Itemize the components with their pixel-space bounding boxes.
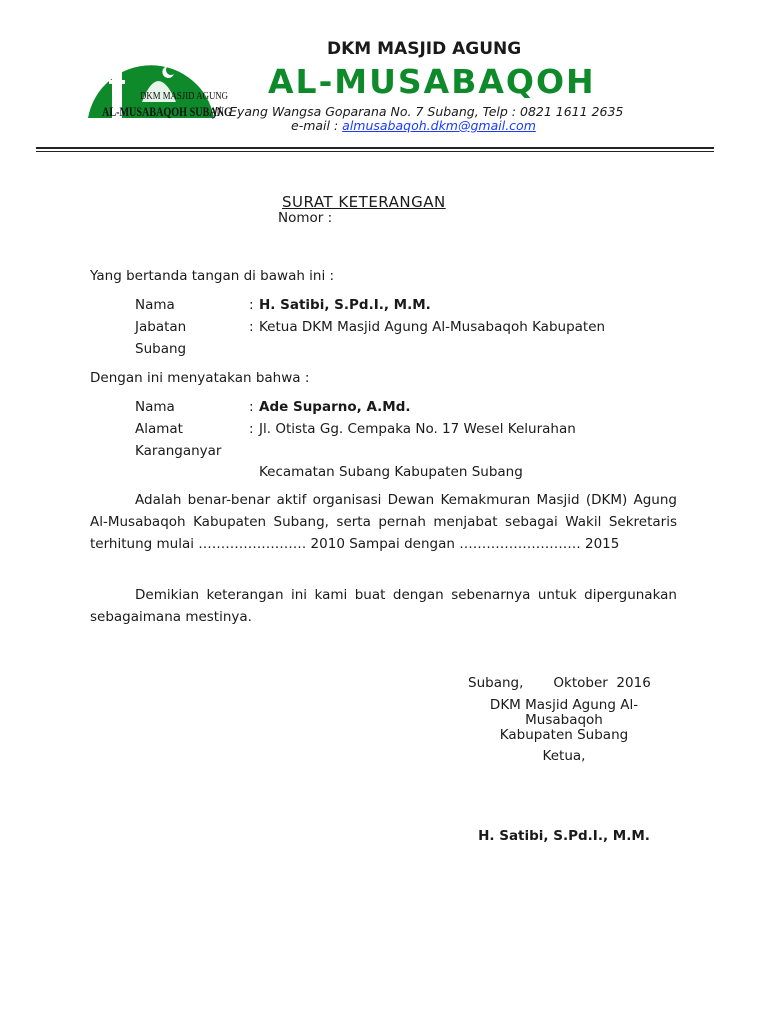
signer-position-value: Ketua DKM Masjid Agung Al-Musabaqoh Kabupaten — [259, 319, 606, 335]
closing-paragraph — [90, 584, 677, 628]
signer-position-label: Jabatan — [135, 319, 187, 335]
body-paragraph-text: Adalah benar-benar aktif organisasi Dewan Kemakmuran Masjid (DKM) Agung Al-Musabaqoh Kabupaten Subang, serta pernah menjabat sebagai Wakil Sekretaris terhitung mulai …………………… 2010 Sampai dengan ……………………… 2015 — [90, 492, 677, 552]
subject-name-value: Ade Suparno, A.Md. — [259, 399, 411, 415]
signature-role: Ketua, — [542, 748, 586, 764]
signature-org-line1: DKM Masjid Agung Al- — [489, 697, 639, 713]
email-link[interactable]: almusabaqoh.dkm@gmail.com — [342, 118, 536, 133]
subject-name-label: Nama — [135, 399, 175, 415]
body-paragraph — [90, 489, 677, 555]
subject-address-value: Jl. Otista Gg. Cempaka No. 17 Wesel Kelurahan — [259, 421, 576, 437]
logo-caption-bottom: AL-MUSABAQOH SUBANG — [102, 104, 232, 119]
subject-address-sep: : — [249, 421, 254, 437]
signature-org-line3: Kabupaten Subang — [499, 727, 629, 743]
subject-address-cont: Karanganyar — [135, 443, 222, 459]
signature-place-date: Subang, Oktober 2016 — [468, 675, 651, 691]
letter-number: Nomor : — [278, 210, 333, 226]
subject-address-line3: Kecamatan Subang Kabupaten Subang — [259, 464, 523, 480]
letter-title: SURAT KETERANGAN — [282, 193, 446, 211]
statement-text: Dengan ini menyatakan bahwa : — [90, 370, 310, 386]
subject-name-sep: : — [249, 399, 254, 415]
subject-address-label: Alamat — [135, 421, 183, 437]
org-line: DKM MASJID AGUNG — [327, 39, 522, 59]
email-line — [291, 118, 536, 133]
header-rule-top — [36, 147, 714, 149]
signer-name-value: H. Satibi, S.Pd.I., M.M. — [259, 297, 431, 313]
signer-name-sep: : — [249, 297, 254, 313]
email-label: e-mail : — [291, 118, 339, 133]
signer-name-label: Nama — [135, 297, 175, 313]
org-address: Jl. Eyang Wangsa Goparana No. 7 Subang, Telp : 0821 1611 2635 — [214, 104, 624, 119]
signer-position-sep: : — [249, 319, 254, 335]
signature-name: H. Satibi, S.Pd.I., M.M. — [478, 828, 650, 844]
closing-paragraph-text: Demikian keterangan ini kami buat dengan sebenarnya untuk dipergunakan sebagaimana mestinya. — [90, 587, 677, 625]
mosque-logo — [84, 40, 232, 130]
org-name: AL-MUSABAQOH — [268, 62, 596, 101]
signature-org-line2: Musabaqoh — [525, 712, 603, 728]
header-rule-bottom — [36, 151, 714, 152]
logo-caption-top: DKM MASJID AGUNG — [140, 90, 229, 102]
intro-text: Yang bertanda tangan di bawah ini : — [90, 268, 335, 284]
signer-position-cont: Subang — [135, 341, 187, 357]
